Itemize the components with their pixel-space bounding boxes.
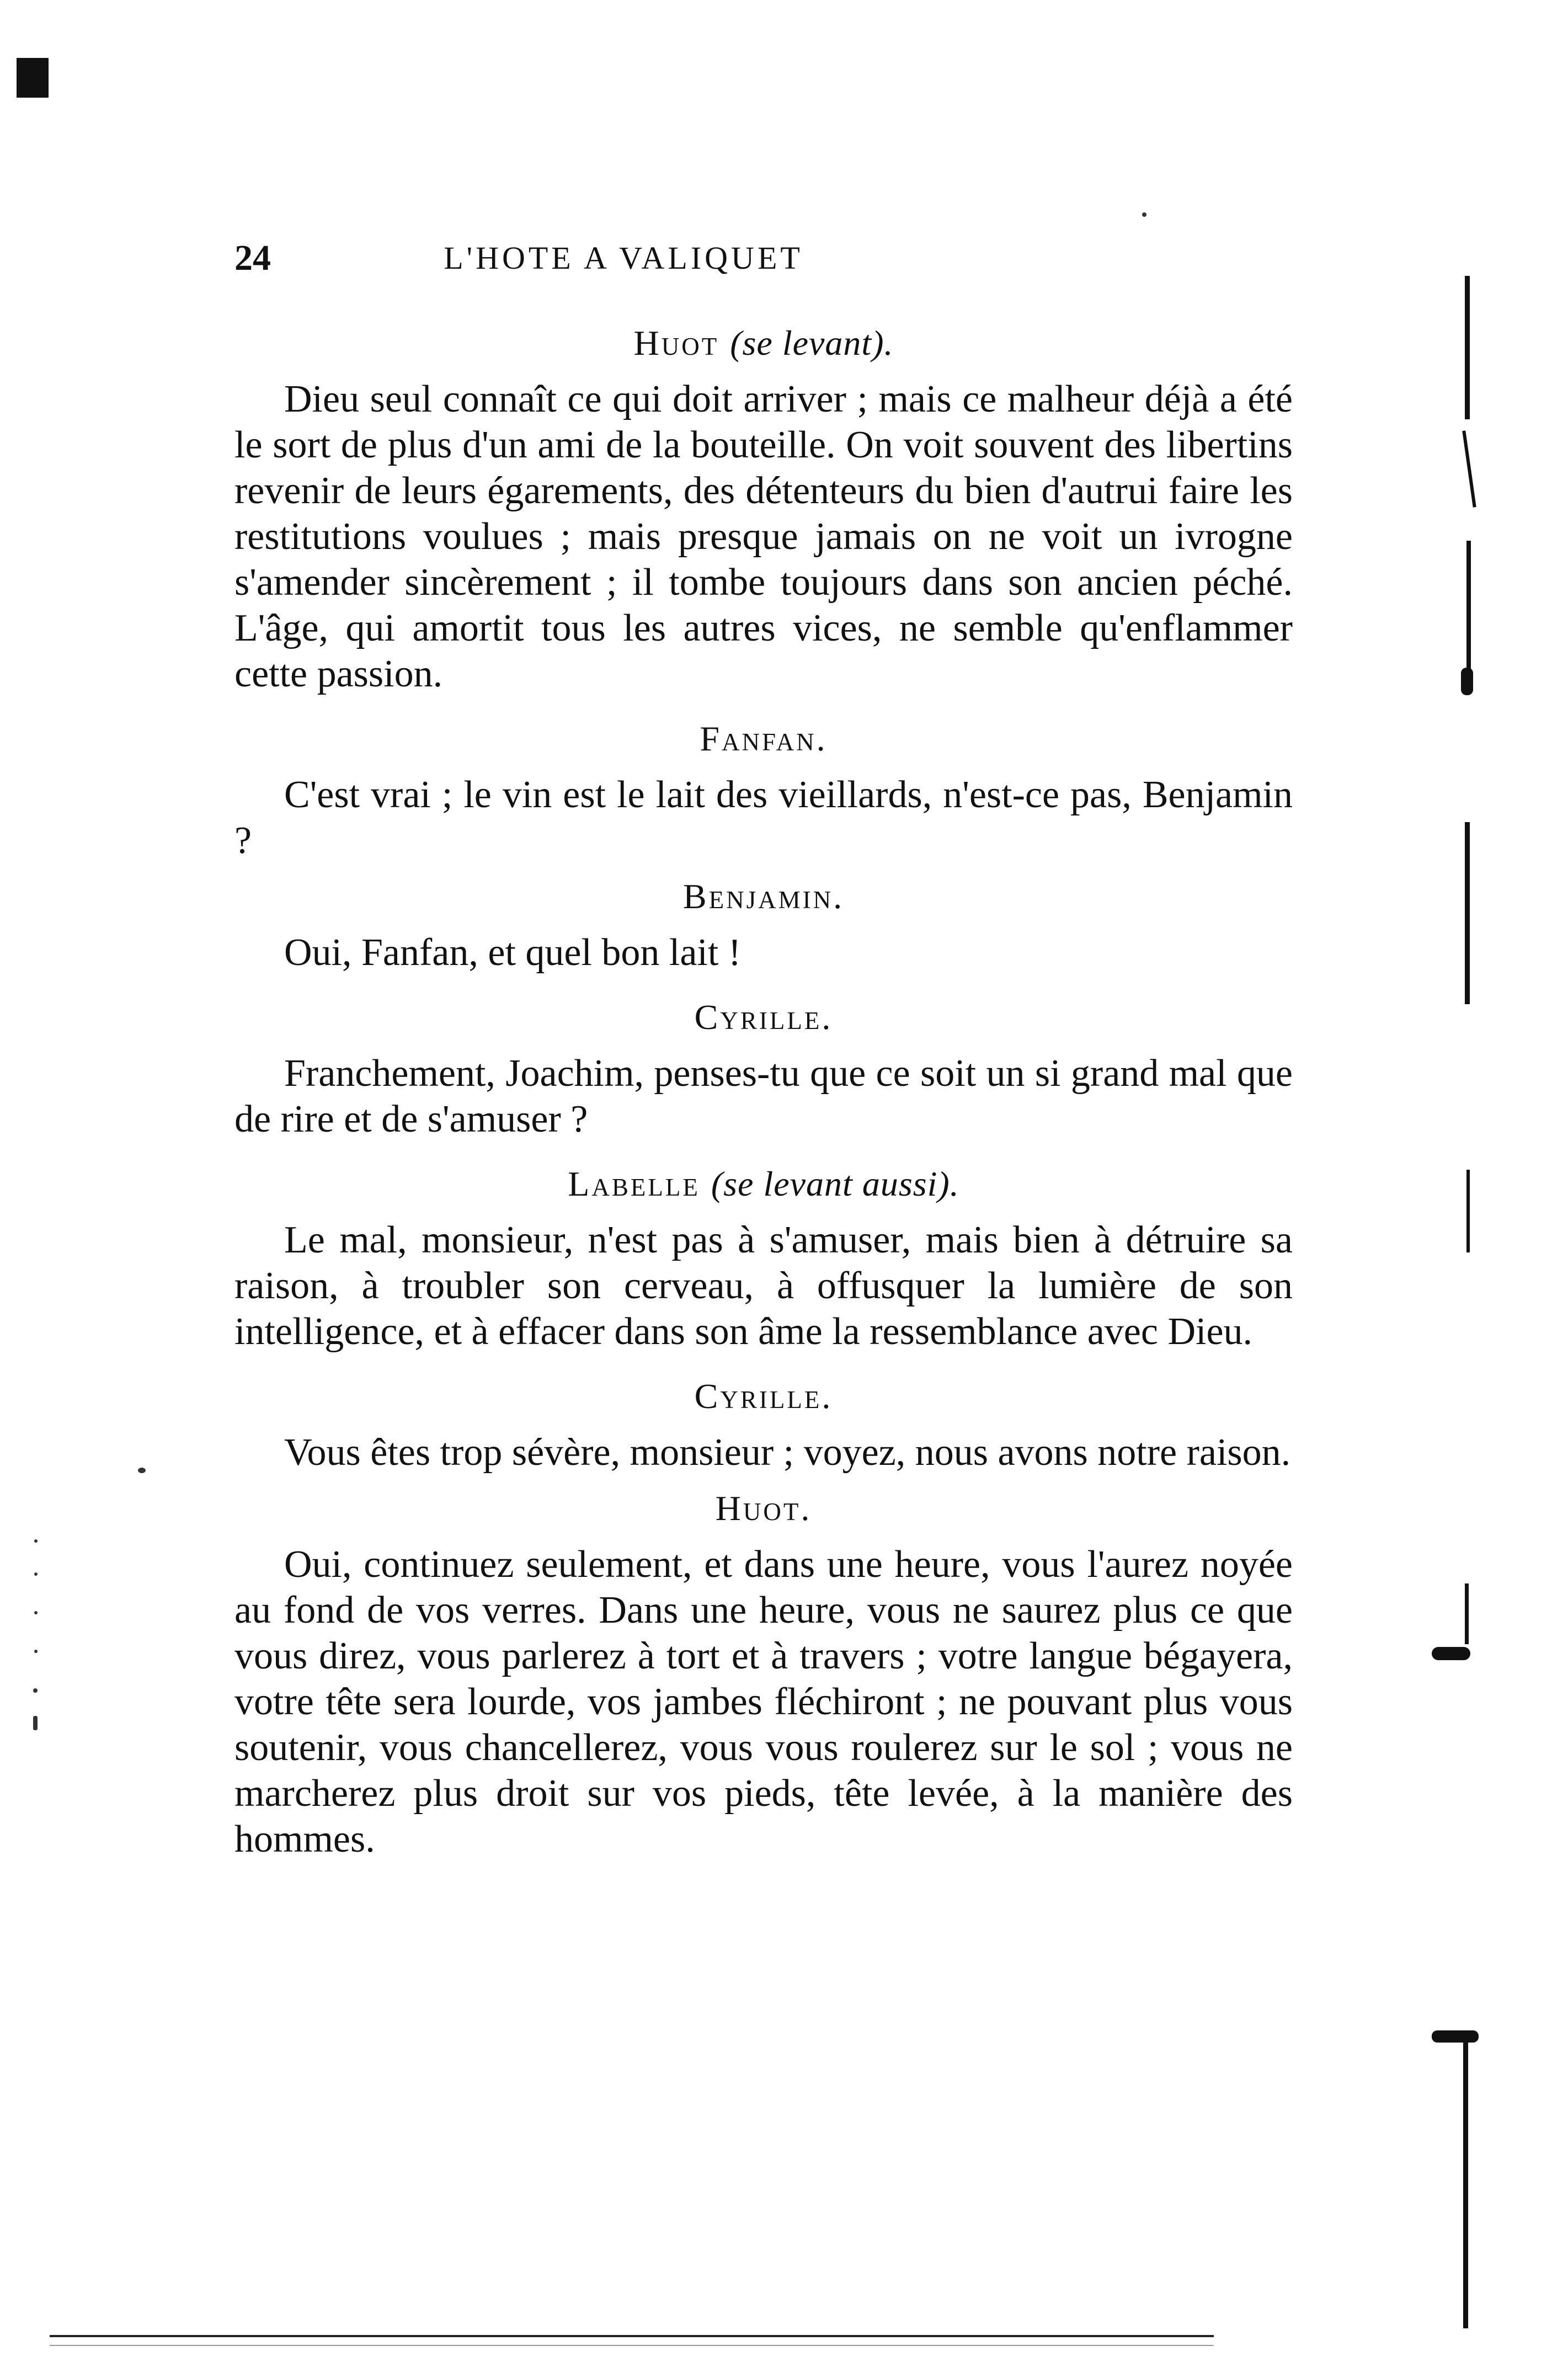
speaker-heading: Fanfan. <box>700 719 828 758</box>
speech: Franchement, Joachim, penses-tu que ce soit un si grand mal que de rire et de s'amuser ? <box>234 1052 1293 1140</box>
speaker-heading: Huot (se levant). <box>633 323 894 362</box>
scan-artifact <box>1461 668 1473 695</box>
speaker-heading: Benjamin. <box>682 877 845 916</box>
scan-speck <box>34 1650 38 1653</box>
scan-artifact <box>1432 1647 1470 1660</box>
speech: C'est vrai ; le vin est le lait des vieillards, n'est-ce pas, Benjamin ? <box>234 774 1293 862</box>
scan-artifact <box>1462 430 1476 507</box>
running-head <box>234 236 946 280</box>
scan-artifact <box>1465 822 1470 1004</box>
speaker-heading: Cyrille. <box>694 1377 833 1416</box>
page-number: 24 <box>234 238 271 278</box>
scan-speck <box>34 1611 38 1614</box>
scan-speck <box>33 1716 38 1730</box>
scan-speck <box>1142 212 1146 217</box>
scan-artifact <box>1466 541 1471 684</box>
speech: Le mal, monsieur, n'est pas à s'amuser, mais bien à détruire sa raison, à troubler son cerveau, à offusquer la lumière de son intelligence, et à effacer dans son âme la ressemblance avec Dieu. <box>234 1219 1293 1353</box>
scan-corner-mark <box>17 58 49 98</box>
speech: Vous êtes trop sévère, monsieur ; voyez, nous avons notre raison. <box>284 1431 1291 1474</box>
speech: Dieu seul connaît ce qui doit arriver ; mais ce malheur déjà a été le sort de plus d'un ami de la bouteille. On voit souvent des libertins revenir de leurs égarements, des détenteurs du bien d'autrui faire les restitutions voulues ; mais presque jamais on ne voit un ivrogne s'amender sincèrement ; il tombe toujours dans son ancien péché. L'âge, qui amortit tous les autres vices, ne semble qu'enflammer cette passion. <box>234 378 1293 695</box>
bottom-rule <box>50 2345 1214 2346</box>
speech: Oui, continuez seulement, et dans une heure, vous l'aurez noyée au fond de vos verres. Dans une heure, vous ne saurez plus ce que vous direz, vous parlerez à tort et à travers ; votre langue bégayera, votre tête sera lourde, vos jambes fléchiront ; ne pouvant plus vous soutenir, vous chancellerez, vous vous roulerez sur le sol ; vous ne marcherez plus droit sur vos pieds, tête levée, à la manière des hommes. <box>234 1543 1293 1860</box>
stage-direction: (se levant). <box>730 323 894 362</box>
speaker-heading: Cyrille. <box>694 998 833 1037</box>
bottom-rule <box>50 2335 1214 2337</box>
scan-speck <box>34 1539 38 1543</box>
speaker-heading: Huot. <box>715 1489 812 1528</box>
scan-speck <box>138 1468 146 1473</box>
play-text <box>234 320 1293 1862</box>
scan-artifact <box>1465 1583 1469 1644</box>
scan-speck <box>34 1572 38 1576</box>
scan-speck <box>33 1688 38 1693</box>
speech: Oui, Fanfan, et quel bon lait ! <box>284 931 742 974</box>
running-title: L'HOTE A VALIQUET <box>444 240 803 276</box>
scan-artifact <box>1432 2030 1479 2043</box>
scan-artifact <box>1463 2041 1468 2328</box>
scan-artifact <box>1466 1170 1470 1252</box>
speaker-heading: Labelle (se levant aussi). <box>568 1164 959 1203</box>
stage-direction: (se levant aussi). <box>711 1164 959 1203</box>
scan-artifact <box>1465 276 1470 419</box>
